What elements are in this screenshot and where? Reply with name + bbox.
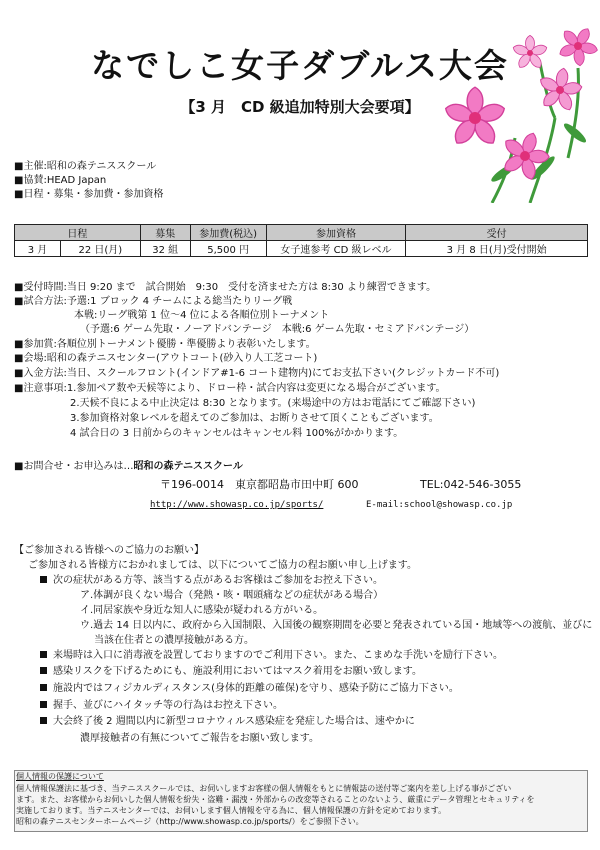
privacy-line: ます。また、お客様からお伺いした個人情報を紛失・盗難・漏洩・外部からの改変等されることのないよう、厳重にデータ管理とセキュリティを [16, 795, 535, 804]
cooperation-item: 施設内ではフィジカルディスタンス(身体的距離の確保)を守り、感染予防にご協力下さい。 [40, 683, 459, 695]
cooperation-subitem: 濃厚接触者の有無についてご報告をお願い致します。 [80, 733, 319, 744]
organizer-line: ■主催:昭和の森テニススクール [14, 161, 157, 172]
detail-line: ■注意事項:1.参加ペア数や天候等により、ドロー枠・試合内容は変更になる場合がございます。 [14, 383, 446, 394]
table-row [15, 241, 588, 257]
privacy-line: 個人情報保護法に基づき、当テニススクールでは、お伺いしますお客様の個人情報をもとに情報誌の送付等ご案内を差し上げる事がござい [16, 784, 512, 793]
contact-tel: TEL:042-546-3055 [420, 478, 522, 491]
table-header: 募集 [140, 225, 190, 241]
detail-line: ■参加賞:各順位別トーナメント優勝・準優勝より表彰いたします。 [14, 339, 316, 350]
detail-line: ■試合方法:予選:1 ブロック 4 チームによる総当たりリーグ戦 [14, 296, 293, 307]
cooperation-intro: ご参加される皆様方におかれましては、以下についてご協力の程お願い申し上げます。 [28, 560, 417, 571]
privacy-heading: 個人情報の保護について [16, 772, 104, 781]
detail-line: 本戦:リーグ戦第 1 位～4 位による各順位別トーナメント [74, 310, 330, 321]
cooperation-subitem: ア.体調が良くない場合（発熱・咳・咽頭痛などの症状がある場合） [80, 590, 384, 601]
contact-prefix: ■お問合せ・お申込みは… [14, 461, 134, 472]
schedule-heading: ■日程・募集・参加費・参加資格 [14, 189, 164, 200]
detail-line: 3.参加資格対象レベルを超えてのご参加は、お断りさせて頂くこともございます。 [70, 413, 439, 424]
contact-school-name: 昭和の森テニススクール [133, 461, 243, 472]
detail-line: ■入金方法:当日、スクールフロント(インドア#1-6 コート建物内)にてお支払下さい(クレジットカード不可) [14, 368, 500, 379]
detail-line: 2.天候不良による中止決定は 8:30 となります。(来場途中の方はお電話にてご確認下さい) [70, 398, 476, 409]
table-header: 日程 [15, 225, 141, 241]
table-cell: 32 組 [140, 241, 190, 257]
table-header-row [15, 225, 588, 241]
contact-email[interactable]: E-mail:school@showasp.co.jp [366, 500, 513, 510]
cooperation-item: 次の症状がある方等、該当する点があるお客様はご参加をお控え下さい。 [40, 575, 383, 587]
cooperation-item: 大会終了後 2 週間以内に新型コロナウィルス感染症を発症した場合は、速やかに [40, 716, 415, 728]
detail-line: ■受付時間:当日 9:20 まで 試合開始 9:30 受付を済ませた方は 8:30 より練習できます。 [14, 282, 437, 293]
page-title: なでしこ女子ダブルス大会 [91, 46, 509, 85]
cooperation-heading: 【ご参加される皆様へのご協力のお願い】 [14, 545, 204, 556]
cooperation-subitem: イ.同居家族や身近な知人に感染が疑われる方がいる。 [80, 605, 324, 616]
contact-address: 〒196-0014 東京都昭島市田中町 600 [160, 478, 359, 491]
cooperation-item: 来場時は入口に消毒液を設置しておりますのでご利用下さい。また、こまめな手洗いを励行下さい。 [40, 650, 503, 662]
detail-line: 4 試合日の 3 日前からのキャンセルはキャンセル料 100%がかかります。 [70, 428, 404, 439]
page-subtitle: 【3 月 CD 級追加特別大会要項】 [180, 98, 420, 116]
privacy-line: 昭和の森テニスセンターホームページ（http://www.showasp.co.jp/sports/）をご参照下さい。 [16, 817, 364, 826]
cooperation-subitem: 当該在住者との濃厚接触がある方。 [94, 635, 254, 646]
table-cell: 3 月 8 日(月)受付開始 [406, 241, 588, 257]
table-cell: 3 月 [15, 241, 61, 257]
sponsor-line: ■協賛:HEAD Japan [14, 175, 107, 186]
cooperation-item: 感染リスクを下げるためにも、施設利用においてはマスク着用をお願い致します。 [40, 666, 422, 678]
table-header: 参加費(税込) [190, 225, 266, 241]
schedule-table [14, 224, 588, 257]
table-header: 受付 [406, 225, 588, 241]
contact-label [14, 461, 243, 473]
table-cell: 女子連参考 CD 級レベル [266, 241, 406, 257]
dianthus-flowers-illustration [400, 8, 600, 203]
cooperation-subitem: ウ.過去 14 日以内に、政府から入国制限、入国後の観察期間を必要と発表されている国・地域等への渡航、並びに [80, 620, 593, 631]
table-header: 参加資格 [266, 225, 406, 241]
detail-line: ■会場:昭和の森テニスセンター(アウトコート(砂入り人工芝コート) [14, 353, 318, 364]
contact-url-link[interactable]: http://www.showasp.co.jp/sports/ [150, 500, 324, 510]
cooperation-item: 握手、並びにハイタッチ等の行為はお控え下さい。 [40, 700, 283, 712]
table-cell: 22 日(月) [60, 241, 140, 257]
privacy-line: 実施しております。当テニスセンターでは、お伺いします個人情報を守る為に、個人情報保護の方針を定めております。 [16, 806, 447, 815]
detail-line: （予選:6 ゲーム先取・ノーアドバンテージ 本戦:6 ゲーム先取・セミアドバンテージ） [80, 324, 475, 335]
table-cell: 5,500 円 [190, 241, 266, 257]
